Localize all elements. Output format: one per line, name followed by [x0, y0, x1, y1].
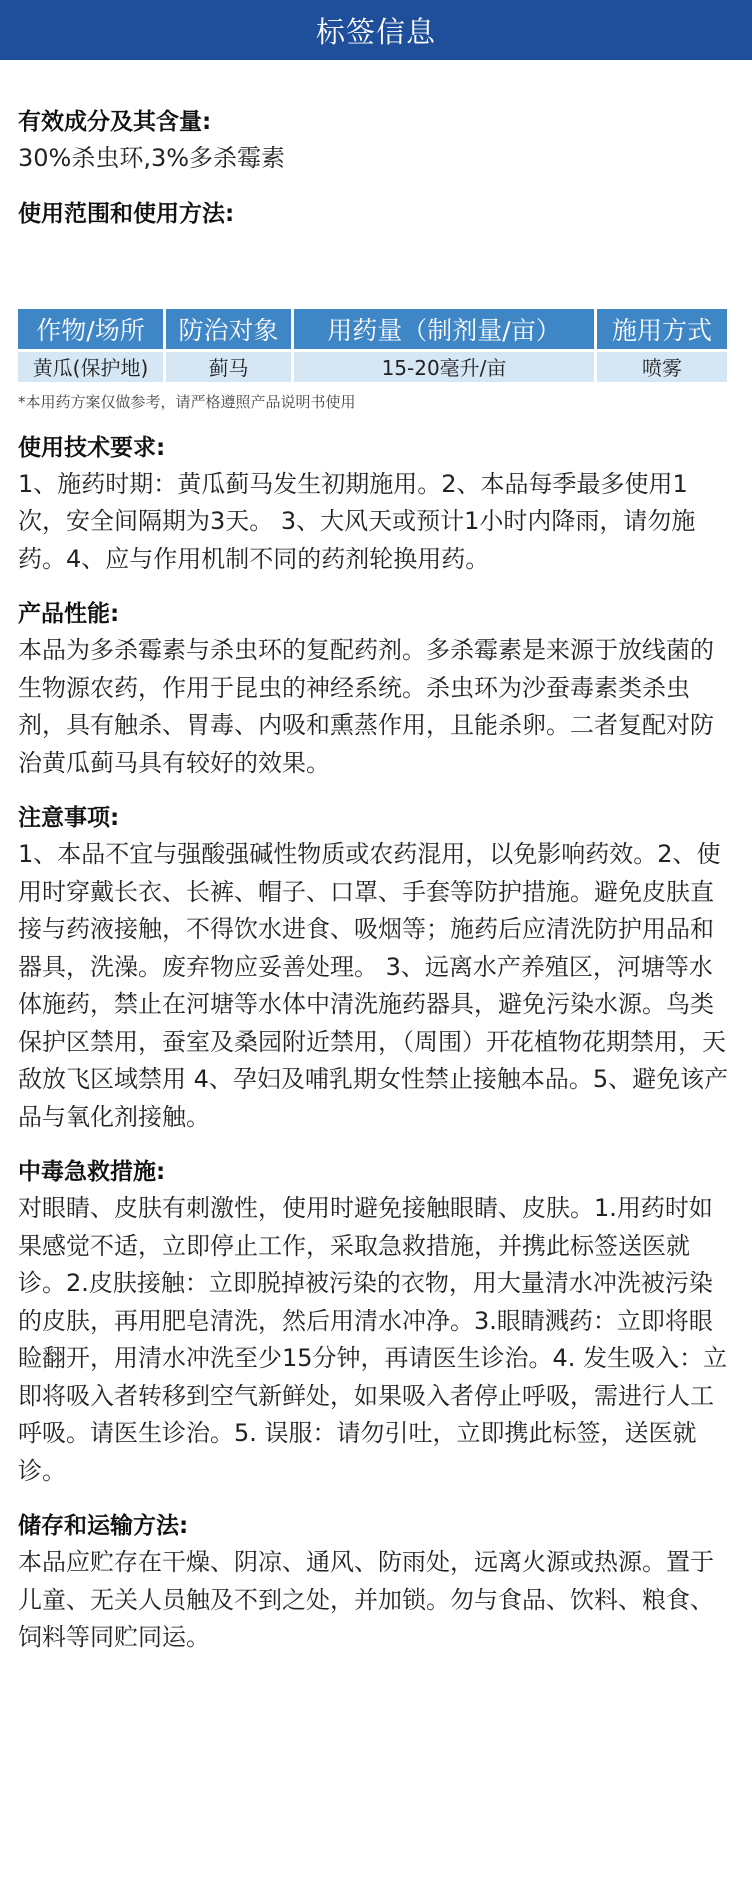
usage-table	[15, 306, 730, 385]
column-header-method: 施用方式	[597, 309, 727, 349]
label-content	[0, 60, 752, 1657]
cell-crop: 黄瓜(保护地)	[18, 352, 163, 382]
usage-table-header-row	[18, 309, 727, 349]
column-header-dosage: 用药量（制剂量/亩）	[294, 309, 594, 349]
ingredients-title: 有效成分及其含量:	[18, 109, 212, 135]
first-aid-text: 对眼睛、皮肤有刺激性，使用时避免接触眼睛、皮肤。1.用药时如果感觉不适，立即停止工作，采取急救措施，并携此标签送医就诊。2.皮肤接触：立即脱掉被污染的衣物，用大量清水冲洗被污染的皮肤，再用肥皂清洗，然后用清水冲净。3.眼睛溅药：立即将眼睑翻开，用清水冲洗至少15分钟，再请医生诊治。4. 发生吸入：立即将吸入者转移到空气新鲜处，如果吸入者停止呼吸，需进行人工呼吸。请医生诊治。5. 误服：请勿引吐，立即携此标签，送医就诊。	[18, 1194, 728, 1485]
performance-section	[18, 596, 734, 782]
cell-target: 蓟马	[166, 352, 291, 382]
column-header-crop: 作物/场所	[18, 309, 163, 349]
table-row	[18, 352, 727, 382]
performance-text: 本品为多杀霉素与杀虫环的复配药剂。多杀霉素是来源于放线菌的生物源农药，作用于昆虫的神经系统。杀虫环为沙蚕毒素类杀虫剂，具有触杀、胃毒、内吸和熏蒸作用，且能杀卵。二者复配对防治黄瓜蓟马具有较好的效果。	[18, 636, 714, 777]
first-aid-section	[18, 1154, 734, 1490]
usage-title: 使用范围和使用方法:	[18, 200, 235, 227]
usage-note: *本用药方案仅做参考，请严格遵照产品说明书使用	[18, 392, 356, 411]
precautions-text: 1、本品不宜与强酸强碱性物质或农药混用，以免影响药效。2、使用时穿戴长衣、长裤、帽子、口罩、手套等防护措施。避免皮肤直接与药液接触，不得饮水进食、吸烟等；施药后应清洗防护用品和器具，洗澡。废弃物应妥善处理。 3、远离水产养殖区，河塘等水体施药，禁止在河塘等水体中清洗施药器具，避免污染水源。鸟类保护区禁用，蚕室及桑园附近禁用，（周围）开花植物花期禁用，天敌放飞区域禁用 4、孕妇及哺乳期女性禁止接触本品。5、避免该产品与氧化剂接触。	[18, 840, 729, 1131]
ingredients-section	[18, 104, 734, 178]
first-aid-title: 中毒急救措施:	[18, 1159, 166, 1185]
cell-dosage: 15-20毫升/亩	[294, 352, 594, 382]
storage-text: 本品应贮存在干燥、阴凉、通风、防雨处，远离火源或热源。置于儿童、无关人员触及不到之处，并加锁。勿与食品、饮料、粮食、饲料等同贮同运。	[18, 1548, 714, 1651]
precautions-title: 注意事项:	[18, 805, 120, 831]
performance-title: 产品性能:	[18, 601, 120, 627]
technical-title: 使用技术要求:	[18, 434, 166, 461]
precautions-section	[18, 800, 734, 1136]
storage-title: 储存和运输方法:	[18, 1513, 189, 1539]
usage-section	[18, 196, 734, 412]
storage-section	[18, 1508, 734, 1657]
ingredients-text: 30%杀虫环,3%多杀霉素	[18, 144, 286, 172]
header-title: 标签信息	[315, 14, 436, 49]
cell-method: 喷雾	[597, 352, 727, 382]
column-header-target: 防治对象	[166, 309, 291, 349]
technical-text: 1、施药时期：黄瓜蓟马发生初期施用。2、本品每季最多使用1次，安全间隔期为3天。 3、大风天或预计1小时内降雨，请勿施药。4、应与作用机制不同的药剂轮换用药。	[18, 469, 696, 573]
technical-section	[18, 430, 734, 579]
label-info-header	[0, 0, 752, 60]
usage-table-wrap	[18, 306, 734, 385]
